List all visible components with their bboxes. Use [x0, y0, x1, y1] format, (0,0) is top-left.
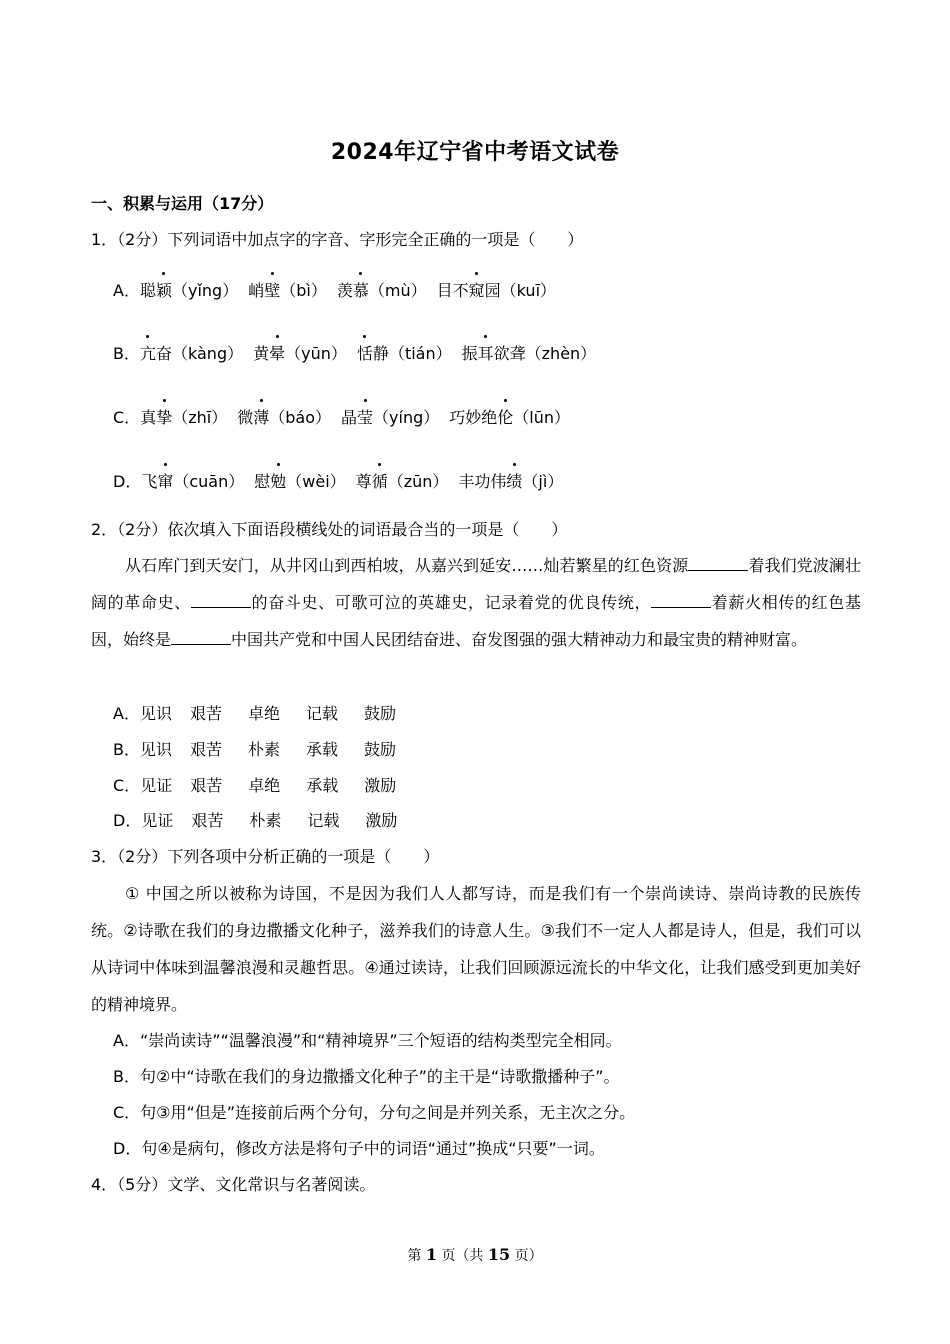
- question-2-stem: 2．（2分）依次填入下面语段横线处的词语最合当的一项是（ ）: [91, 520, 568, 539]
- q3-passage: ① 中国之所以被称为诗国，不是因为我们人人都写诗，而是我们有一个崇尚读诗、崇尚诗教的民族传统。②诗歌在我们的身边撒播文化种子，滋养我们的诗意人生。③我们不一定人人都是诗人，但是，我们可以从诗词中体味到温馨浪漫和灵趣哲思。④通过读诗，让我们回顾源远流长的中华文化，让我们感受到更加美好的精神境界。: [91, 884, 861, 1014]
- q3-option-b: B．句②中“诗歌在我们的身边撒播文化种子”的主干是“诗歌撒播种子”。: [113, 1067, 620, 1086]
- q3-option-d: D．句④是病句，修改方法是将句子中的词语“通过”换成“只要”一词。: [113, 1139, 605, 1158]
- dotted-char: 薄: [253, 408, 270, 427]
- dotted-char: 亢: [139, 344, 156, 363]
- q1-option-d: D．飞窜（cuān） 慰勉（wèi） 尊循（zūn） 丰功伟绩（jì）: [113, 472, 564, 491]
- dotted-char: 循: [371, 472, 388, 491]
- question-1-stem: 1．（2分）下列词语中加点字的字音、字形完全正确的一项是（ ）: [91, 230, 584, 249]
- page-footer: 第 1 页（共 15 页）: [407, 1245, 543, 1264]
- dotted-char: 绩: [506, 472, 523, 491]
- fill-blank: [191, 591, 251, 608]
- dotted-char: 莹: [357, 408, 374, 427]
- dotted-char: 窜: [157, 472, 174, 491]
- dotted-char: 耳: [477, 344, 494, 363]
- fill-blank: [171, 628, 231, 645]
- section-heading: 一、积累与运用（17分）: [91, 194, 274, 213]
- dotted-char: 慕: [352, 281, 369, 300]
- dotted-char: 颖: [155, 281, 172, 300]
- q1-option-b: B．亢奋（kàng） 黄晕（yūn） 恬静（tián） 振耳欲聋（zhèn）: [113, 344, 597, 363]
- dotted-char: 晕: [269, 344, 286, 363]
- q2-option-a: A．见识 艰苦 卓绝 记载 鼓励: [113, 704, 396, 723]
- dotted-char: 窥: [468, 281, 485, 300]
- question-4-stem: 4．（5分）文学、文化常识与名著阅读。: [91, 1175, 376, 1194]
- q2-option-c: C．见证 艰苦 卓绝 承载 激励: [113, 776, 397, 795]
- page-title: 2024年辽宁省中考语文试卷: [330, 140, 620, 165]
- q3-option-c: C．句③用“但是”连接前后两个分句，分句之间是并列关系，无主次之分。: [113, 1103, 636, 1122]
- q1-option-a: A．聪颖（yǐng） 峭壁（bì） 羡慕（mù） 目不窥园（kuī）: [113, 281, 557, 300]
- dotted-char: 挚: [156, 408, 173, 427]
- q2-option-d: D．见证 艰苦 朴素 记载 激励: [113, 811, 398, 830]
- fill-blank: [651, 591, 711, 608]
- q1-option-c: C．真挚（zhī） 微薄（báo） 晶莹（yíng） 巧妙绝伦（lūn）: [113, 408, 571, 427]
- dotted-char: 壁: [264, 281, 281, 300]
- fill-blank: [688, 554, 748, 571]
- q2-passage: 从石库门到天安门，从井冈山到西柏坡，从嘉兴到延安……灿若繁星的红色资源 着我们党波澜壮阔的革命史、 的奋斗史、可歌可泣的英雄史，记录着党的优良传统， 着薪火相传的红色基因，始终是 中国共产党和中国人民团结奋进、奋发图强的强大精神动力和最宝贵的精神财富。: [91, 556, 861, 649]
- question-3-stem: 3．（2分）下列各项中分析正确的一项是（ ）: [91, 847, 440, 866]
- page-total: 15: [487, 1245, 511, 1264]
- dotted-char: 勉: [270, 472, 287, 491]
- q3-option-a: A．“崇尚读诗”“温馨浪漫”和“精神境界”三个短语的结构类型完全相同。: [113, 1031, 622, 1050]
- page-number: 1: [425, 1245, 437, 1264]
- dotted-char: 伦: [497, 408, 514, 427]
- dotted-char: 恬: [356, 344, 373, 363]
- q2-option-b: B．见识 艰苦 朴素 承载 鼓励: [113, 740, 396, 759]
